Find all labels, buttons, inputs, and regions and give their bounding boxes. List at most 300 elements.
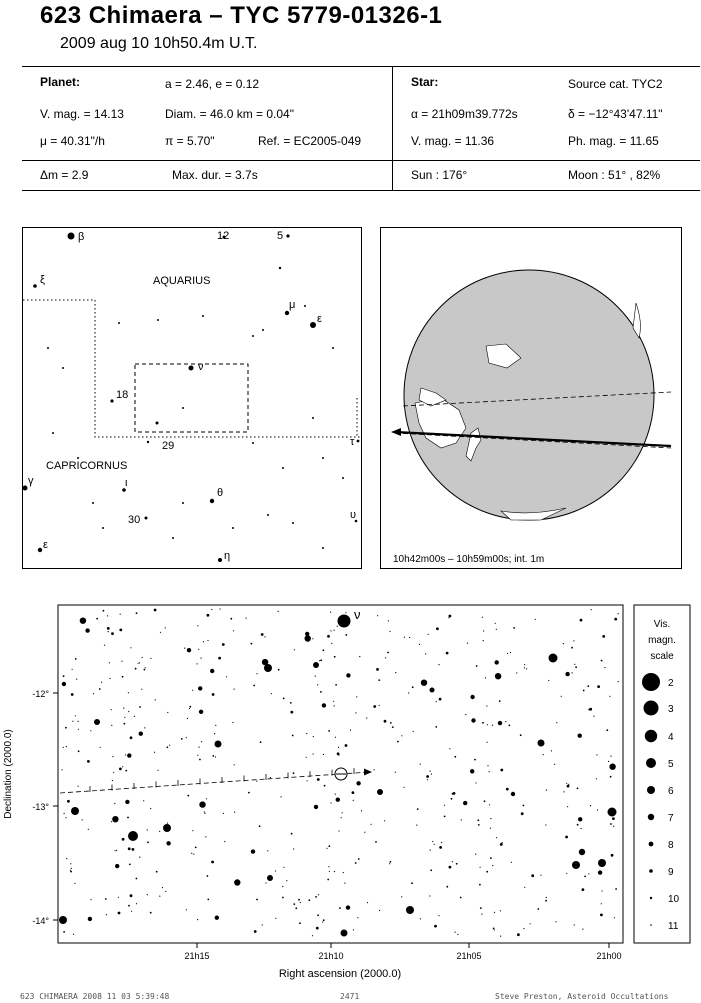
field-star (492, 725, 493, 726)
planet-header: Planet: (40, 75, 81, 89)
field-star (479, 884, 481, 886)
field-star (551, 750, 552, 751)
field-star (199, 759, 201, 761)
scale-dot (649, 842, 654, 847)
field-star (67, 800, 70, 803)
field-star (494, 929, 495, 930)
field-star (271, 693, 272, 694)
field-star (608, 761, 609, 762)
bright-star (608, 808, 617, 817)
field-star (554, 764, 555, 765)
field-star (483, 640, 484, 641)
field-star (506, 788, 509, 791)
field-star (314, 805, 318, 809)
field-star (156, 871, 158, 873)
field-star (494, 912, 495, 913)
field-star (439, 698, 442, 701)
field-star (376, 668, 379, 671)
field-star (292, 735, 294, 737)
field-star (575, 666, 577, 668)
field-star (253, 685, 255, 687)
field-star (448, 617, 449, 618)
field-star (427, 779, 428, 780)
field-star (614, 618, 617, 621)
field-star (395, 672, 396, 673)
field-star (384, 820, 385, 821)
field-star (510, 652, 511, 653)
finder-star (68, 233, 75, 240)
field-star (207, 899, 209, 901)
field-star (434, 844, 435, 845)
field-star (341, 817, 342, 818)
field-star (74, 883, 75, 884)
field-star (320, 659, 322, 661)
field-star (201, 658, 202, 659)
field-star (392, 726, 394, 728)
field-star (125, 800, 129, 804)
field-star (115, 864, 119, 868)
field-star (197, 663, 198, 664)
field-star (477, 819, 479, 821)
field-star (429, 895, 430, 896)
field-star (204, 811, 205, 812)
field-star (308, 899, 310, 901)
finder-star (252, 335, 254, 337)
header-rule-mid (22, 160, 700, 161)
field-star (487, 724, 488, 725)
field-star (230, 618, 232, 620)
field-star (493, 928, 495, 930)
field-star (490, 857, 492, 859)
field-star (614, 917, 615, 918)
scale-dot (650, 924, 652, 926)
field-star (122, 676, 124, 678)
field-star (618, 613, 619, 614)
field-star (438, 915, 439, 916)
field-star (579, 849, 585, 855)
field-star (135, 668, 137, 670)
field-star (195, 847, 197, 849)
field-star (63, 675, 65, 677)
field-star (482, 722, 484, 724)
field-star (401, 735, 402, 736)
field-star (517, 933, 520, 936)
field-star (312, 935, 313, 936)
finder-star (286, 234, 289, 237)
field-star (141, 689, 142, 690)
field-star (378, 679, 380, 681)
field-star (470, 769, 474, 773)
field-star (425, 653, 426, 654)
field-star (523, 928, 524, 929)
field-star (259, 825, 261, 827)
field-star (125, 770, 127, 772)
field-star (145, 667, 146, 668)
finder-star (304, 305, 306, 307)
chart-star-nu (338, 615, 351, 628)
field-star (201, 741, 202, 742)
field-star (191, 853, 192, 854)
field-star (142, 657, 143, 658)
scale-dot (650, 897, 652, 899)
field-star (139, 662, 140, 663)
field-star (107, 615, 108, 616)
field-star (540, 875, 541, 876)
field-star (567, 806, 568, 807)
field-star (282, 886, 283, 887)
bright-star (215, 741, 222, 748)
finder-star (232, 527, 234, 529)
field-star (105, 898, 107, 900)
field-star (128, 905, 130, 907)
field-star (460, 897, 462, 899)
field-star (207, 614, 210, 617)
field-star (150, 912, 152, 914)
bright-star (572, 861, 580, 869)
field-star (108, 631, 109, 632)
finder-star (77, 457, 79, 459)
field-star (420, 918, 421, 919)
field-star (207, 640, 208, 641)
field-star (119, 768, 122, 771)
field-star (434, 925, 437, 928)
field-star (489, 771, 490, 772)
scale-mag-10: 10 (668, 894, 680, 905)
finder-star (202, 315, 204, 317)
field-star (136, 612, 138, 614)
field-star (312, 638, 313, 639)
field-star (109, 662, 110, 663)
field-star (334, 656, 336, 658)
field-star (345, 612, 346, 613)
field-star (379, 910, 380, 911)
field-star (323, 754, 324, 755)
field-star (367, 902, 368, 903)
moon-elongation: Moon : 51° , 82% (568, 168, 661, 182)
field-star (215, 756, 216, 757)
field-star (530, 923, 531, 924)
field-star (601, 890, 602, 891)
field-star (531, 874, 534, 877)
field-star (78, 786, 79, 787)
field-star (509, 725, 511, 727)
field-star (345, 744, 348, 747)
field-star (328, 866, 329, 867)
scale-mag-5: 5 (668, 759, 674, 770)
finder-star (292, 522, 294, 524)
field-star (107, 627, 110, 630)
detail-field-box (135, 364, 248, 432)
finder-star (102, 527, 104, 529)
field-star (76, 679, 77, 680)
field-star (261, 633, 264, 636)
x-axis-label: Right ascension (2000.0) (278, 968, 402, 980)
field-star (226, 676, 227, 677)
field-star (587, 685, 589, 687)
finder-star (110, 399, 113, 402)
field-star (290, 702, 292, 704)
field-star (113, 772, 114, 773)
field-star (73, 934, 74, 935)
field-star (136, 903, 137, 904)
field-star (601, 903, 602, 904)
field-star (167, 823, 168, 824)
field-star (167, 712, 168, 713)
field-star (546, 790, 547, 791)
finder-label-epsilon-cap: ε (43, 539, 48, 551)
field-star (165, 627, 166, 628)
field-star (169, 745, 170, 746)
field-star (317, 778, 320, 781)
field-star (317, 684, 318, 685)
field-star (246, 618, 247, 619)
finder-star (282, 467, 284, 469)
field-star (128, 692, 129, 693)
field-star (502, 842, 503, 843)
field-star (337, 626, 338, 627)
field-star (330, 630, 331, 631)
field-star (111, 632, 114, 635)
event-datetime: 2009 aug 10 10h50.4m U.T. (60, 35, 258, 52)
header-rule-top (22, 66, 700, 67)
field-star (613, 826, 614, 827)
field-star (366, 717, 367, 718)
field-star (166, 841, 170, 845)
finder-label-upsilon: υ (350, 509, 357, 521)
field-star (283, 698, 285, 700)
field-star (436, 627, 439, 630)
field-star (416, 825, 417, 826)
field-star (390, 722, 392, 724)
scale-mag-7: 7 (668, 813, 674, 824)
field-star (428, 634, 429, 635)
sun-elongation: Sun : 176° (411, 168, 468, 182)
scale-mag-2: 2 (668, 678, 674, 689)
constellation-aquarius: AQUARIUS (153, 275, 211, 287)
field-star (467, 643, 468, 644)
scale-dot (648, 814, 654, 820)
field-star (306, 757, 307, 758)
field-star (336, 798, 340, 802)
bright-star (430, 688, 435, 693)
field-star (234, 689, 235, 690)
field-star (495, 673, 501, 679)
field-star (184, 648, 185, 649)
field-star (197, 919, 198, 920)
finder-star (312, 417, 314, 419)
field-star (111, 709, 112, 710)
field-star (144, 669, 146, 671)
field-star (78, 729, 79, 730)
x-tick-21h00: 21h00 (596, 951, 622, 961)
field-star (211, 861, 214, 864)
field-star (131, 911, 132, 912)
field-star (496, 629, 497, 630)
field-star (449, 615, 452, 618)
field-star (125, 754, 126, 755)
field-star (500, 910, 501, 911)
field-star (147, 841, 149, 843)
field-star (441, 842, 442, 843)
star-vmag: V. mag. = 11.36 (411, 134, 495, 148)
field-star (565, 836, 568, 839)
field-star (220, 608, 221, 609)
field-star (609, 764, 615, 770)
field-star (62, 682, 66, 686)
field-star (181, 738, 183, 740)
scale-mag-6: 6 (668, 786, 674, 797)
field-star (596, 754, 597, 755)
field-star (373, 705, 376, 708)
finder-star (252, 442, 254, 444)
field-star (90, 730, 91, 731)
field-star (282, 897, 284, 899)
field-star (524, 887, 525, 888)
field-star (435, 726, 437, 728)
field-star (374, 769, 375, 770)
field-star (63, 747, 64, 748)
field-star (457, 934, 458, 935)
finder-chart-svg (23, 228, 361, 568)
field-star (582, 888, 585, 891)
field-star (499, 700, 501, 702)
field-star (395, 772, 396, 773)
field-star (574, 924, 575, 925)
field-star (187, 648, 191, 652)
scale-title-3: scale (650, 651, 674, 662)
field-star (112, 756, 113, 757)
field-star (104, 645, 105, 646)
field-star (293, 848, 294, 849)
field-star (192, 830, 193, 831)
field-star (320, 691, 322, 693)
field-star (566, 873, 567, 874)
field-star (103, 610, 105, 612)
field-star (112, 780, 113, 781)
field-star (254, 930, 257, 933)
x-tick-21h10: 21h10 (318, 951, 344, 961)
field-star (154, 752, 155, 753)
bright-star (267, 875, 273, 881)
constellation-capricornus: CAPRICORNUS (46, 460, 128, 472)
chart-star-label: ν (354, 607, 361, 622)
header-rule-bottom (22, 190, 700, 191)
field-star (451, 798, 453, 800)
field-star (545, 900, 547, 902)
finder-label-theta: θ (217, 487, 224, 499)
field-star (342, 812, 343, 813)
field-star (275, 870, 276, 871)
field-star (324, 785, 326, 787)
field-star (356, 696, 357, 697)
max-duration: Max. dur. = 3.7s (172, 168, 258, 182)
field-star (327, 635, 330, 638)
field-star (507, 653, 508, 654)
field-star (147, 829, 148, 830)
scale-mag-8: 8 (668, 840, 674, 851)
field-star (355, 862, 357, 864)
field-star (449, 866, 452, 869)
field-star (524, 667, 525, 668)
finder-star (92, 502, 94, 504)
finder-label-eta: η (224, 550, 231, 562)
field-star (432, 841, 433, 842)
field-star (305, 635, 311, 641)
field-star (283, 867, 284, 868)
field-star (281, 796, 282, 797)
field-star (293, 772, 295, 774)
field-star (70, 863, 71, 864)
field-star (390, 861, 392, 863)
finder-label-beta: β (78, 231, 85, 243)
field-star (339, 907, 341, 909)
finder-star (285, 311, 289, 315)
field-star (264, 636, 265, 637)
field-star (198, 649, 199, 650)
bright-star (128, 831, 138, 841)
field-star (189, 708, 190, 709)
field-star (233, 630, 234, 631)
field-star (143, 800, 144, 801)
field-star (419, 644, 420, 645)
field-star (565, 672, 569, 676)
field-star (555, 921, 556, 922)
field-star (186, 737, 187, 738)
field-star (389, 863, 390, 864)
field-star (489, 804, 490, 805)
field-star (612, 817, 615, 820)
field-star (463, 801, 467, 805)
finder-star (210, 499, 214, 503)
field-star (262, 924, 263, 925)
field-star (90, 899, 91, 900)
field-star (315, 896, 317, 898)
field-star (322, 703, 326, 707)
field-star (490, 828, 491, 829)
field-star (205, 836, 206, 837)
finder-label-12: 12 (217, 230, 230, 242)
scale-mag-9: 9 (668, 867, 674, 878)
field-star (122, 838, 125, 841)
field-star (150, 658, 151, 659)
field-star (139, 706, 141, 708)
field-star (293, 903, 295, 905)
field-star (128, 847, 131, 850)
field-star (222, 643, 225, 646)
field-star (476, 665, 478, 667)
finder-star (23, 486, 28, 491)
field-star (335, 737, 336, 738)
field-star (615, 888, 617, 890)
field-star (121, 661, 122, 662)
globe-svg (381, 228, 681, 568)
field-star (572, 672, 573, 673)
field-star (524, 664, 525, 665)
field-star (327, 879, 329, 881)
field-star (160, 632, 161, 633)
footer-right: Steve Preston, Asteroid Occultations (495, 992, 669, 1001)
finder-star (38, 548, 42, 552)
field-star (295, 907, 297, 909)
field-star (298, 899, 300, 901)
field-star (359, 656, 360, 657)
field-star (130, 736, 133, 739)
finder-star (182, 407, 184, 409)
field-star (334, 705, 335, 706)
field-star (487, 742, 488, 743)
finder-chart (22, 227, 362, 569)
finder-star (157, 319, 159, 321)
